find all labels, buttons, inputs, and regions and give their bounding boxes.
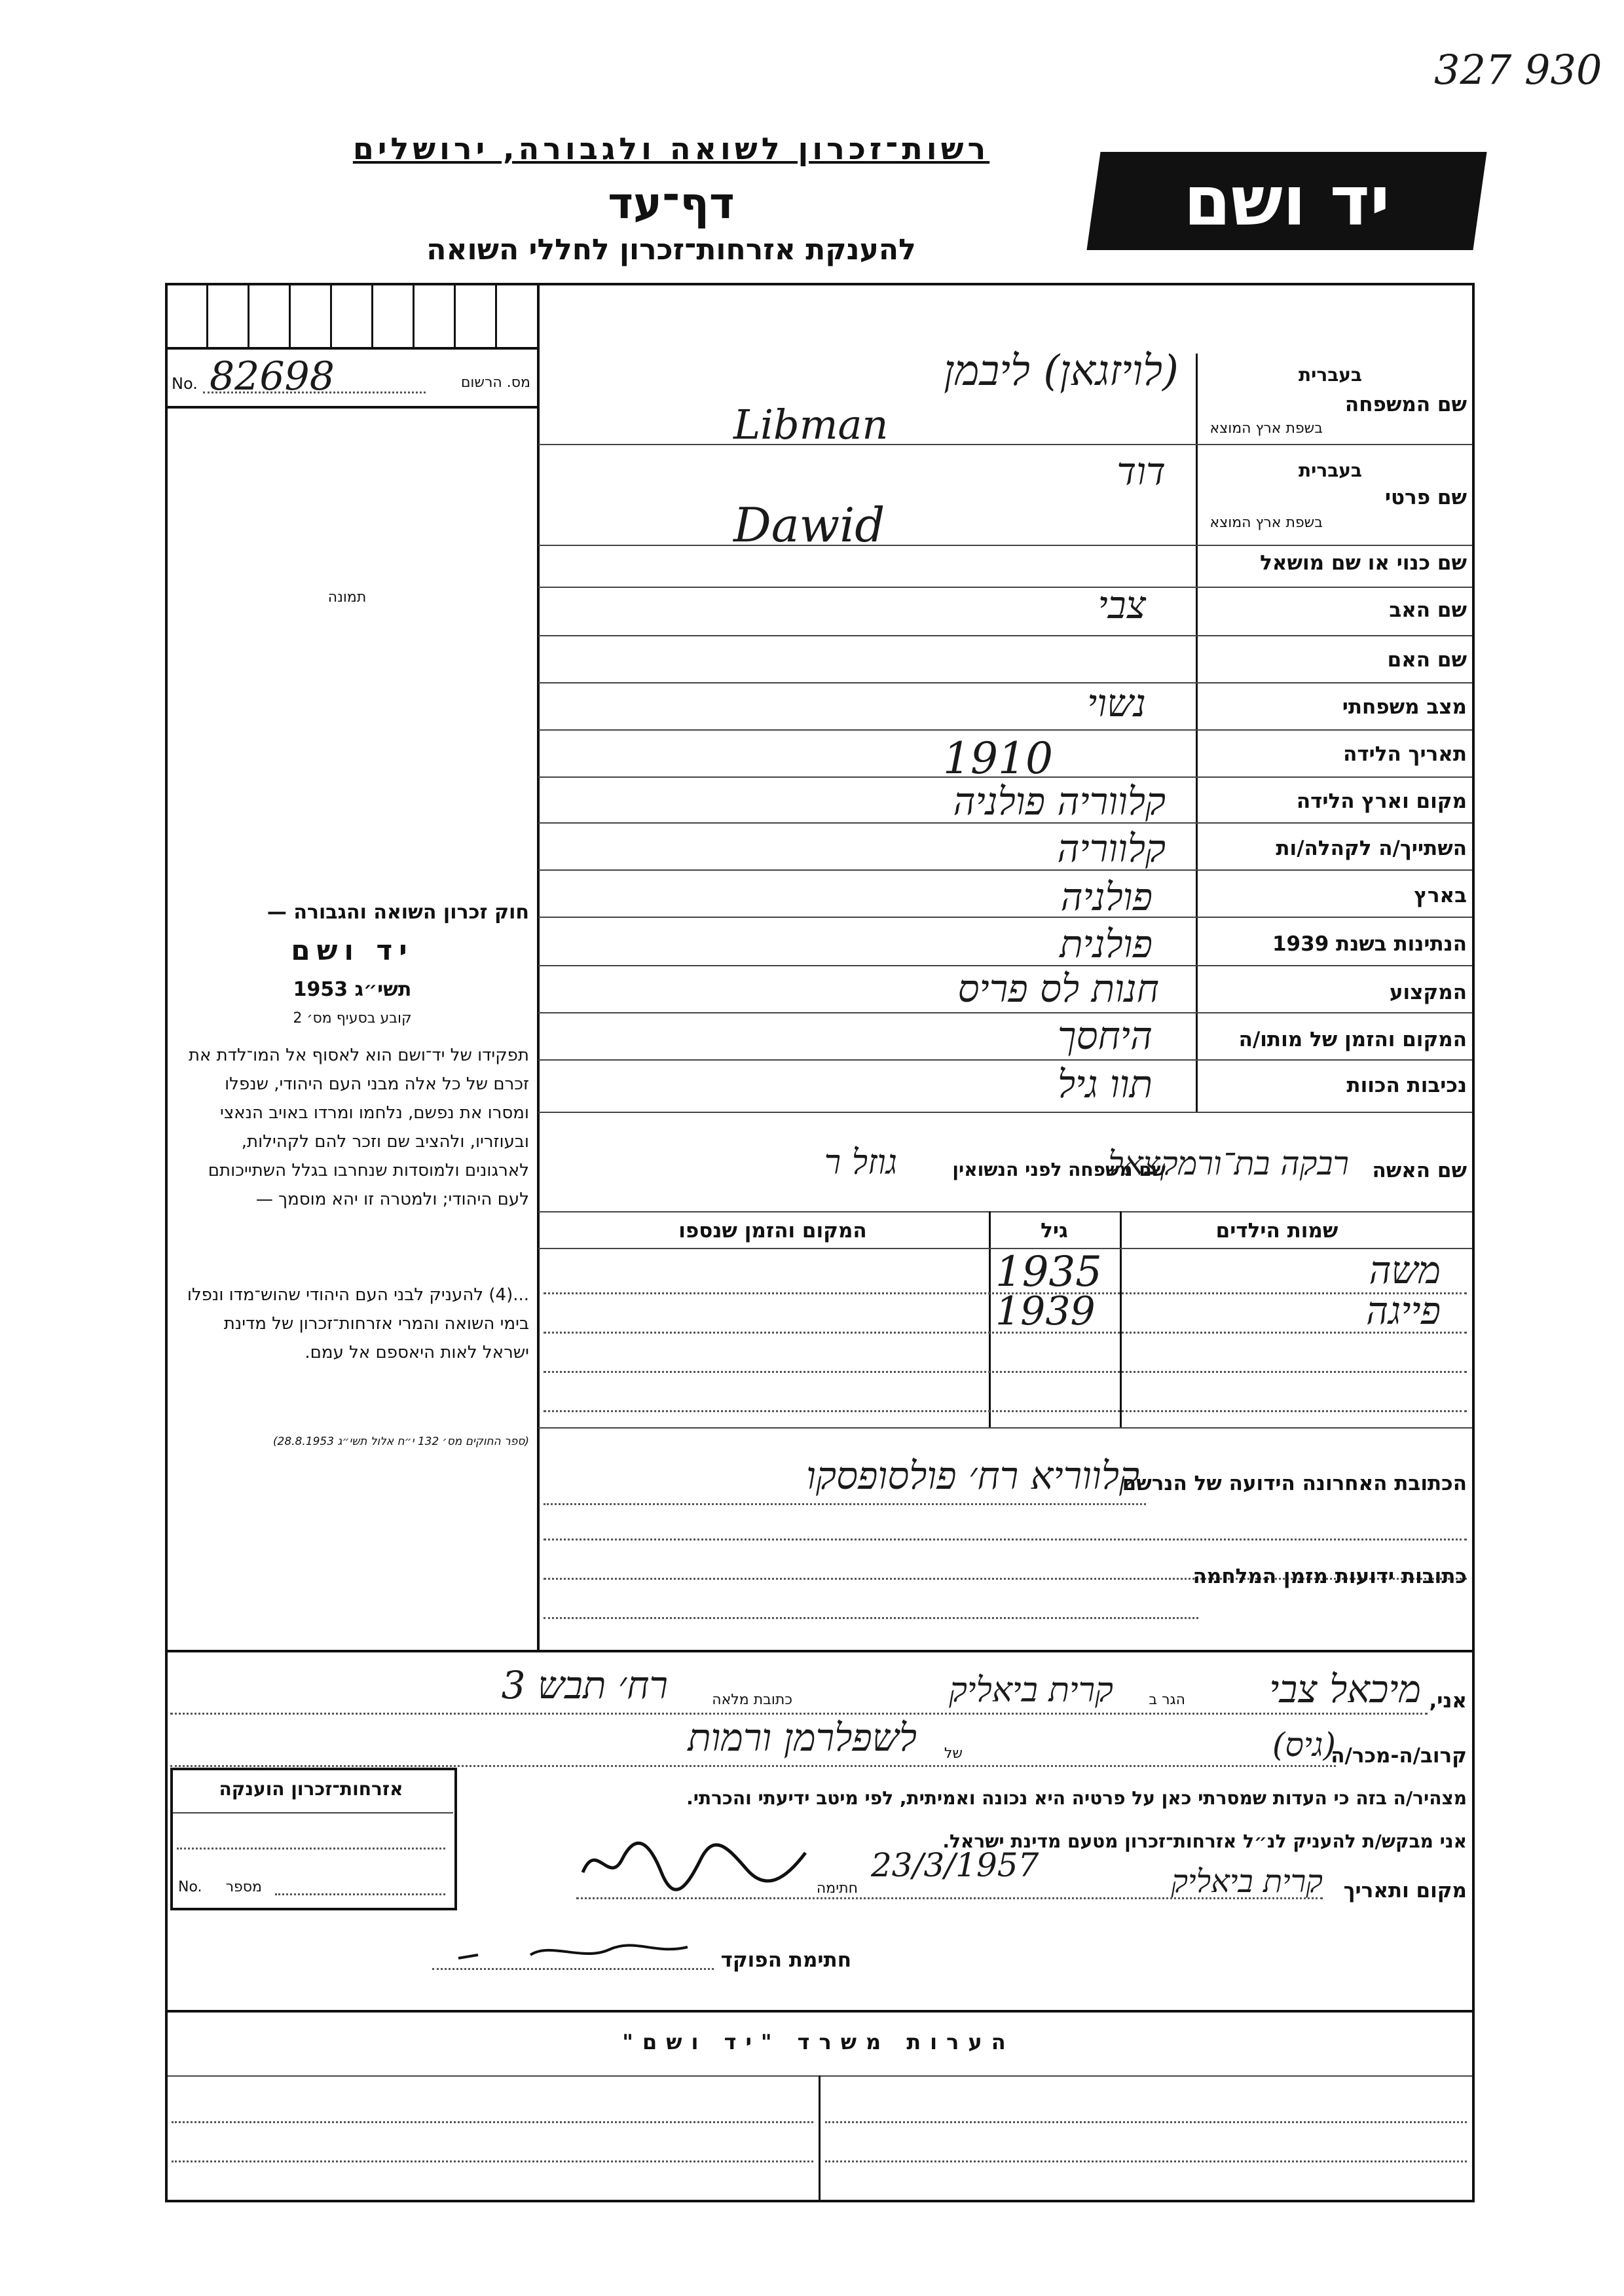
law-year: תשי״ג 1953 — [293, 978, 412, 1001]
birthdate-value: 1910 — [943, 733, 1053, 784]
child-age: 1939 — [995, 1288, 1096, 1334]
children-col-names: שמות הילדים — [1215, 1219, 1338, 1243]
community-label: השתייך/ה לקהלה/ות — [1276, 837, 1467, 860]
firstname-label: שם פרטי — [1384, 486, 1467, 509]
reg-number: 82698 — [210, 354, 335, 399]
birthplace-label: מקום וארץ הלידה — [1296, 790, 1467, 813]
last-address-value: קלווריא רח׳ פולסופסקו — [806, 1453, 1139, 1498]
file-number: 327 930 — [1434, 46, 1602, 94]
children-col-place: המקום והזמן שנספו — [678, 1219, 867, 1243]
captivity-label: נכיבות הכוות — [1346, 1074, 1467, 1097]
country-value: פולניה — [1060, 875, 1153, 919]
occupation-value: חנות לס פריס — [957, 966, 1159, 1011]
child-age: 1935 — [995, 1248, 1102, 1296]
photo-label: תמונה — [327, 589, 367, 606]
firstname-latin: Dawid — [733, 498, 885, 553]
citizenship-value: פולנית — [1060, 922, 1153, 966]
wife-maiden-label: שם משפחה לפני הנשואין — [952, 1159, 1166, 1180]
wife-maiden-value: גוזל ר — [824, 1143, 897, 1182]
signature-mark — [576, 1833, 812, 1892]
wife-value: רבקה בת־ורמקצאל — [1108, 1144, 1349, 1182]
relation-value: (גיס) — [1272, 1726, 1336, 1764]
declarant-name: מיכאל צבי — [1269, 1667, 1421, 1711]
law-name: יד ושם — [291, 934, 414, 966]
father-label: שם האב — [1389, 598, 1467, 622]
place-value: קרית ביאליק — [1171, 1863, 1323, 1900]
full-address-value: רח׳ תבש 3 — [501, 1663, 668, 1707]
place-date-label: מקום ותאריך — [1343, 1879, 1467, 1903]
origin-lang-1: בשפת ארץ המוצא — [1209, 420, 1323, 437]
logo-text: יד ושם — [1183, 161, 1390, 241]
reg-number-label: מס. הרשום — [460, 374, 530, 391]
law-text: תפקידו של יד־ושם הוא לאסוף אל המו־לדת את זכרם של כל אלה מבני העם היהודי, שנפלו ומסרו את נפשם, נלחמו ומרדו באויב הנאצי ובעוזריו, ולהציב שם וזכר להם לקהילות, לארגונים ולמוסדות שנחרבו בגלל השתייכותם לעם היהודי; ולמטרה זו יהא מוסמך — — [188, 1046, 529, 1209]
nickname-label: שם כנוי או שם מושאל — [1260, 551, 1467, 575]
mother-label: שם האם — [1387, 648, 1467, 672]
birthplace-value: קלווריה פולניה — [953, 779, 1166, 824]
surname-hebrew: (לויזגאן) ליבמן — [944, 347, 1179, 395]
death-label: המקום והזמן של מותו/ה — [1238, 1028, 1467, 1051]
citizenship-label: הנתינות בשנת 1939 — [1272, 932, 1467, 956]
lives-label: הגר ב — [1149, 1692, 1185, 1708]
birthdate-label: תאריך הלידה — [1343, 742, 1467, 766]
law-footnote: (ספר החוקים מס׳ 132 י״ח אלול תשי״ג 28.8.1953) — [272, 1435, 529, 1448]
captivity-value: תוו גיל — [1058, 1062, 1153, 1106]
death-value: היחסך — [1058, 1013, 1153, 1058]
form-subtitle: להענקת אזרחות־זכרון לחללי השואה — [426, 233, 916, 266]
citizenship-box-title: אזרחות־זכרון הוענקה — [219, 1778, 403, 1800]
authority-line: רשות־זכרון לשואה ולגבורה, ירושלים — [352, 131, 990, 166]
declare-text: מצהיר/ה בזה כי העדות שמסרתי כאן על פרטיה היא נכונה ואמיתית, לפי מיטב ידיעתי והכרתי. — [686, 1787, 1467, 1809]
full-address-label: כתובת מלאה — [712, 1692, 792, 1708]
in-hebrew-2: בעברית — [1298, 460, 1362, 481]
law-clause: קובע בסעיף מס׳ 2 — [293, 1010, 412, 1027]
marital-label: מצב משפחתי — [1342, 695, 1467, 719]
office-title: הערות משרד "יד ושם" — [622, 2030, 1015, 2054]
firstname-hebrew: דוד — [1116, 449, 1166, 494]
form-title: דף־עד — [608, 178, 735, 228]
in-hebrew-1: בעברית — [1298, 364, 1362, 386]
wife-label: שם האשה — [1372, 1159, 1467, 1182]
child-name: פייגה — [1366, 1288, 1441, 1333]
country-label: בארץ — [1414, 884, 1467, 907]
citizenship-box-no: No. — [178, 1879, 202, 1895]
relative-label: קרוב/ה-מכר/ה — [1331, 1744, 1467, 1768]
surname-latin: Libman — [733, 401, 889, 448]
origin-lang-2: בשפת ארץ המוצא — [1209, 515, 1323, 531]
reg-no-label: No. — [172, 374, 198, 393]
father-value: צבי — [1098, 583, 1146, 627]
yad-vashem-logo — [1086, 152, 1486, 250]
last-address-label: הכתובת האחרונה הידועה של הנרשם — [1122, 1472, 1467, 1495]
surname-label: שם המשפחה — [1344, 393, 1467, 416]
law-text-2: ...(4) להעניק לבני העם היהודי שהוש־מדו ונפלו בימי השואה והמרי אזרחות־זכרון של מדינת ישראל לאות היאספם אל עמם. — [187, 1285, 529, 1362]
citizenship-box-number-label: מספר — [225, 1879, 262, 1895]
request-text: אני מבקש/ת להעניק לנ״ל אזרחות־זכרון מטעם מדינת ישראל. — [942, 1831, 1467, 1852]
declarant-city: קרית ביאליק — [949, 1671, 1113, 1710]
law-title: חוק זכרון השואה והגבורה — — [267, 901, 529, 924]
war-address-label: כתובות ידועות מזמן המלחמה — [1192, 1565, 1467, 1588]
child-name: משה — [1369, 1248, 1441, 1292]
of-label: של — [944, 1745, 963, 1762]
of-value: לשפלרמן ורמות — [688, 1715, 917, 1760]
signature-label: חתימה — [816, 1880, 858, 1897]
official-signature-mark — [452, 1935, 701, 1968]
date-value: 23/3/1957 — [871, 1846, 1039, 1884]
i-label: אני, — [1429, 1689, 1467, 1713]
children-col-age: גיל — [1041, 1219, 1068, 1243]
community-value: קלווריה — [1057, 826, 1166, 871]
marital-value: נשוי — [1087, 681, 1146, 725]
official-signature-label: חתימת הפוקד — [720, 1948, 851, 1972]
occupation-label: המקצוע — [1389, 981, 1467, 1004]
